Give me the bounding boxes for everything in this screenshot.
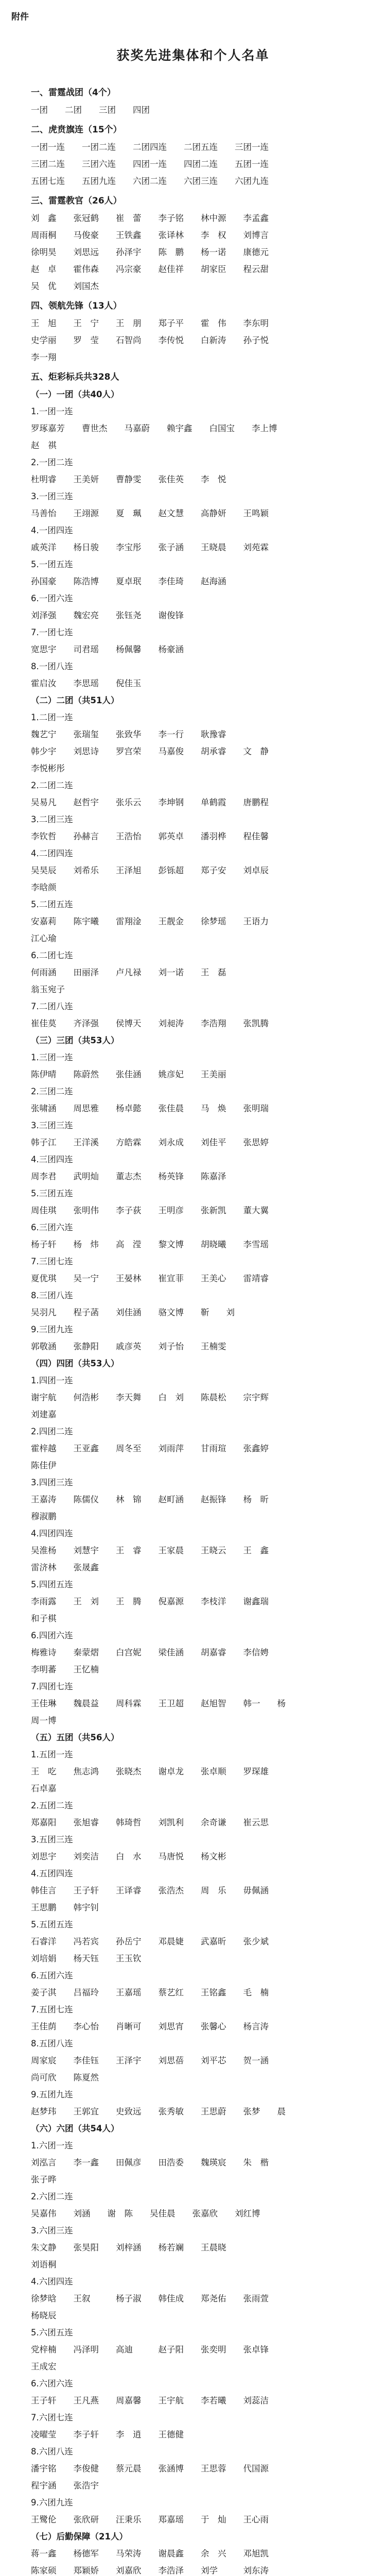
unit-heading: 4.四团四连	[31, 1529, 73, 1538]
name-line: 蒋一鑫 杨德军 马荣涛 谢晨鑫 余 兴 邓旭凯	[31, 2549, 269, 2558]
unit-heading: 6.二团七连	[31, 951, 73, 960]
name-line: 马善怡 王翊源 夏 珮 赵文慧 高静妍 王鸣颖	[31, 509, 269, 518]
name-line: 尚可欣 陈夏然	[31, 2073, 99, 2082]
name-line: 凌曜莹 李子轩 李 逍 王德健	[31, 2430, 184, 2439]
name-line: 李一翔	[31, 352, 57, 362]
unit-heading: 6.四团六连	[31, 1631, 73, 1640]
unit-heading: 8.一团八连	[31, 662, 73, 671]
name-line: 刘泽强 魏宏亮 张钰尧 谢俊锋	[31, 611, 184, 620]
name-line: 程宇涵 张浩宇	[31, 2481, 99, 2490]
name-line: 陈佳伊	[31, 1461, 57, 1470]
unit-heading: 2.三团二连	[31, 1087, 73, 1096]
section-heading: 四、领航先锋（13人）	[31, 301, 122, 311]
name-line: 穆淑鹏	[31, 1512, 57, 1521]
unit-heading: 6.六团六连	[31, 2379, 73, 2388]
name-line: 刘 鑫 张冠鹤 崔 蕾 李子铭 林中源 李孟鑫	[31, 213, 269, 223]
name-line: 赵梦玮 王郭宜 史致远 张秀敏 王思蔚 张梦 晨	[31, 2107, 286, 2116]
group-heading: （四）四团（共53人）	[31, 1359, 119, 1368]
unit-heading: 1.六团一连	[31, 2141, 73, 2150]
name-line: 江心瑜	[31, 934, 57, 943]
name-line: 刘思宇 刘奕洁 白 水 马唐悦 杨文彬	[31, 1852, 226, 1861]
name-line: 周李君 武明灿 董志杰 杨英锋 陈嘉泽	[31, 1172, 226, 1181]
unit-heading: 7.二团八连	[31, 1002, 73, 1011]
name-line: 周佳琪 张明伟 李子荻 王明彦 张新凯 董大翼	[31, 1206, 269, 1215]
name-line: 魏艺宁 张瑞玺 张致华 李一行 耿豫睿	[31, 730, 226, 739]
name-line: 谢宇航 何浩彬 李天舞 白 刘 陈晨松 宗宇辉	[31, 1393, 269, 1402]
name-line: 王佳琳 魏晨益 周科霖 王卫超 赵旭智 韩一 杨	[31, 1699, 286, 1708]
unit-heading: 5.三团五连	[31, 1189, 73, 1198]
unit-heading: 3.四团三连	[31, 1478, 73, 1487]
name-line: 韩少宇 刘思诗 罗宫荣 马嘉俊 胡承睿 文 静	[31, 747, 269, 756]
unit-heading: 4.六团四连	[31, 2277, 73, 2286]
name-line: 杨子轩 杨 炜 高 滢 黎文博 胡晓曦 李雪瑶	[31, 1240, 269, 1249]
name-line: 李明蕃 王忆楠	[31, 1665, 99, 1674]
name-line: 徐明昊 刘思远 孙泽宇 陈 鹏 杨一诺 康德元	[31, 247, 269, 257]
group-heading: （六）六团（共54人）	[31, 2124, 119, 2133]
name-line: 王成宏	[31, 2362, 57, 2371]
name-line: 梅雅诗 秦蒙熠 白宫妮 梁佳涵 胡嘉睿 李信娉	[31, 1648, 269, 1657]
name-line: 孙国豪 陈浩博 夏卓珉 李佳琦 赵海涵	[31, 577, 226, 586]
name-line: 杜明睿 王美妍 曹静雯 张佳英 李 悦	[31, 474, 226, 484]
name-line: 王嘉涛 陈儒仪 林 锦 赵町涵 赵振锋 杨 昕	[31, 1495, 269, 1504]
name-line: 一团一连 一团二连 二团四连 二团五连 三团一连	[31, 142, 269, 152]
unit-heading: 7.六团七连	[31, 2413, 73, 2422]
name-line: 姜子淇 吕福玲 王嘉瑶 蔡艺红 王铭鑫 毛 楠	[31, 1988, 269, 1997]
unit-heading: 6.五团六连	[31, 1971, 73, 1980]
unit-heading: 1.二团一连	[31, 713, 73, 722]
name-line: 吴淮杨 刘慧宇 王 睿 王家晨 王晓云 王 鑫	[31, 1546, 269, 1555]
name-line: 一团 二团 三团 四团	[31, 105, 150, 115]
name-line: 王子轩 王凡燕 周嘉馨 王宇航 李若曦 刘蕊洁	[31, 2396, 269, 2405]
unit-heading: 5.六团五连	[31, 2328, 73, 2337]
unit-heading: 8.三团八连	[31, 1291, 73, 1300]
group-heading: （二）二团（共51人）	[31, 696, 119, 705]
unit-heading: 1.五团一连	[31, 1750, 73, 1759]
name-line: 崔佳莫 齐泽强 侯博天 刘昶涛 李浩翔 张凯腾	[31, 1019, 269, 1028]
name-line: 张啸涵 周思雅 杨卓懿 张佳晨 马 焕 张明瑞	[31, 1104, 269, 1113]
name-line: 郑嘉阳 张旭睿 韩琦哲 刘凯利 余奇谦 崔云思	[31, 1818, 269, 1827]
unit-heading: 6.三团六连	[31, 1223, 73, 1232]
group-heading: （一）一团（共40人）	[31, 389, 119, 399]
name-line: 吴嘉伟 刘涵 谢 陈 吴佳晨 张嘉欣 刘红博	[31, 2209, 260, 2218]
name-line: 罗琢嘉芳 曹世杰 马嘉蔚 赖宇鑫 白国宝 李上博	[31, 423, 277, 433]
section-heading: 一、雷霆战团（4个）	[31, 88, 116, 98]
unit-heading: 2.六团二连	[31, 2192, 73, 2201]
name-line: 吴昊辰 刘希乐 王泽旭 彭铄超 郑子安 刘卓辰	[31, 866, 269, 875]
unit-heading: 2.四团二连	[31, 1427, 73, 1436]
unit-heading: 1.一团一连	[31, 406, 73, 416]
unit-heading: 7.三团七连	[31, 1257, 73, 1266]
section-5-body	[31, 386, 362, 2576]
unit-heading: 8.五团八连	[31, 2039, 73, 2048]
document-body	[31, 84, 362, 2576]
name-line: 潘宇铭 李俊健 蔡元晨 张涵博 王思蓉 代国源	[31, 2464, 269, 2473]
name-line: 党梓楠 冯泽明 高迪 赵子阳 张奕明 张卓锋	[31, 2345, 269, 2354]
name-line: 王佳荫 李心怡 肖晰可 刘思宵 张馨心 杨言涛	[31, 2022, 269, 2031]
name-line: 翁玉宛子	[31, 985, 65, 994]
group-heading: （三）三团（共53人）	[31, 1036, 119, 1045]
name-line: 李钦哲 孙赫言 王浩怡 郭英卓 潘羽桦 程佳馨	[31, 832, 269, 841]
name-line: 韩子江 王洋溪 方皓霖 刘永成 刘佳平 张思婷	[31, 1138, 269, 1147]
unit-heading: 6.一团六连	[31, 594, 73, 603]
name-line: 陈伊晴 陈蔚然 张佳涵 姚彦妃 王美丽	[31, 1070, 226, 1079]
unit-heading: 4.二团四连	[31, 849, 73, 858]
name-line: 吴羽凡 程子菡 刘佳涵 骆文博 靳 刘	[31, 1308, 235, 1317]
name-line: 赵 卓 霍伟森 冯宗豪 赵佳祥 胡家臣 程云甜	[31, 264, 269, 274]
unit-heading: 1.四团一连	[31, 1376, 73, 1385]
section-heading: 三、雷霆教官（26人）	[31, 196, 122, 206]
name-line: 吴 优 刘国杰	[31, 281, 99, 291]
name-line: 石睿洋 冯若宾 孙岳宁 邓晨婕 武嘉昕 张少斌	[31, 1937, 269, 1946]
name-line: 何雨涵 田丽泽 卢凡禄 刘一诺 王 磊	[31, 968, 226, 977]
name-line: 韩佳言 王子轩 王译睿 张浩杰 周 乐 毋佩涵	[31, 1886, 269, 1895]
name-line: 刘培娟 杨天钰 王玉钦	[31, 1954, 142, 1963]
section-heading: 五、炬彩标兵共328人	[31, 372, 119, 382]
name-line: 朱文静 张昊阳 刘梓涵 杨若斓 王晨晓	[31, 2243, 226, 2252]
name-line: 张子晔	[31, 2175, 57, 2184]
name-line: 安嘉莉 陈宇曦 雷翔淦 王靓金 徐梦瑶 王语力	[31, 917, 269, 926]
name-line: 石卓嘉	[31, 1784, 57, 1793]
unit-heading: 4.一团四连	[31, 526, 73, 535]
unit-heading: 8.六团八连	[31, 2447, 73, 2456]
unit-heading: 5.一团五连	[31, 560, 73, 569]
unit-heading: 4.五团四连	[31, 1869, 73, 1878]
name-line: 赵 祺	[31, 440, 57, 450]
unit-heading: 5.四团五连	[31, 1580, 73, 1589]
unit-heading: 7.四团七连	[31, 1682, 73, 1691]
unit-heading: 9.五团九连	[31, 2090, 73, 2099]
name-line: 刘泓言 李一鑫 田佩彦 田浩委 魏瑛宸 朱 楷	[31, 2158, 269, 2167]
name-line: 三团二连 三团六连 四团一连 四团二连 五团一连	[31, 159, 269, 169]
section-heading: 二、虎贲旗连（15个）	[31, 125, 122, 135]
unit-heading: 1.三团一连	[31, 1053, 73, 1062]
name-line: 吴易凡 赵哲宇 张乐云 李坤钢 单鹤霞 唐鹏程	[31, 798, 269, 807]
name-line: 陈家硕 郑颖娇 刘嘉欣 李浩泽 刘学 刘东涛	[31, 2566, 269, 2575]
name-line: 王思鹏 韩宇钊	[31, 1903, 99, 1912]
name-line: 霍启汝 李思瑶 倪佳玉	[31, 679, 142, 688]
name-line: 周家宸 李佳钰 王泽宇 刘思蓓 刘平芯 贺一涵	[31, 2056, 269, 2065]
name-line: 李悦彬彤	[31, 764, 65, 773]
name-line: 史学丽 罗 莹 石智尚 李传悦 白新涛 孙子悦	[31, 335, 269, 345]
name-line: 周雨桐 马俊豪 王铁鑫 张译林 李 权 刘博言	[31, 230, 269, 240]
name-line: 戚英洋 杨日骏 李宝彤 张子涵 王晓晨 刘苑霖	[31, 543, 269, 552]
name-line: 和子棋	[31, 1614, 57, 1623]
name-line: 王鹭伦 张欣研 汪秉乐 郑嘉瑶 于 灿 王心雨	[31, 2515, 269, 2524]
name-line: 五团七连 五团九连 六团二连 六团三连 六团九连	[31, 176, 269, 186]
group-heading: （五）五团（共56人）	[31, 1733, 119, 1742]
unit-heading: 3.二团三连	[31, 815, 73, 824]
name-line: 周一博	[31, 1716, 57, 1725]
name-line: 郭敬涵 张静阳 戚彦英 刘子怡 王楠雯	[31, 1342, 226, 1351]
unit-heading: 7.一团七连	[31, 628, 73, 637]
name-line: 刘语桐	[31, 2260, 57, 2269]
unit-heading: 5.五团五连	[31, 1920, 73, 1929]
unit-heading: 2.一团二连	[31, 457, 73, 467]
name-line: 李雨露 王 刘 王 腾 倪嘉源 李枝洋 谢鑫瑞	[31, 1597, 269, 1606]
unit-heading: 7.五团七连	[31, 2005, 73, 2014]
unit-heading: 3.六团三连	[31, 2226, 73, 2235]
unit-heading: 2.二团二连	[31, 781, 73, 790]
name-line: 刘建嘉	[31, 1410, 57, 1419]
unit-heading: 5.二团五连	[31, 900, 73, 909]
name-line: 王 吃 焦志鸿 张晓杰 谢卓龙 张卓顺 罗琛雄	[31, 1767, 269, 1776]
attachment-label: 附件	[11, 12, 29, 22]
group-heading: （七）后勤保障（21人）	[31, 2532, 128, 2541]
name-line: 徐梦晗 王叙 杨子淑 韩佳成 郑尧佑 张雨萱	[31, 2294, 269, 2303]
unit-heading: 3.五团三连	[31, 1835, 73, 1844]
unit-heading: 4.三团四连	[31, 1155, 73, 1164]
name-line: 宽思宇 司君瑶 杨佩馨 杨豪涵	[31, 645, 184, 654]
name-line: 夏优琪 吴一宁 王晏林 崔宣菲 王美心 雷靖睿	[31, 1274, 269, 1283]
name-line: 杨晓辰	[31, 2311, 57, 2320]
unit-heading: 2.五团二连	[31, 1801, 73, 1810]
name-line: 王 旭 王 宁 王 朋 郑子平 霍 伟 李东明	[31, 318, 269, 328]
unit-heading: 9.三团九连	[31, 1325, 73, 1334]
name-line: 雷济林 张晟鑫	[31, 1563, 99, 1572]
unit-heading: 3.一团三连	[31, 492, 73, 501]
unit-heading: 3.三团三连	[31, 1121, 73, 1130]
name-line: 霍梓越 王亚鑫 周冬至 刘雨萍 甘雨瑄 张鑫婷	[31, 1444, 269, 1453]
name-line: 李晗颜	[31, 883, 57, 892]
unit-heading: 9.六团九连	[31, 2498, 73, 2507]
document-title: 获奖先进集体和个人名单	[116, 48, 270, 63]
